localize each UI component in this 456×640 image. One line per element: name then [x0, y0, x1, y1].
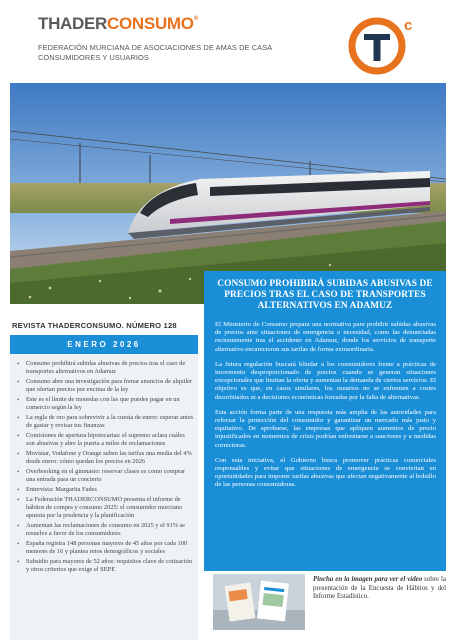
headline-item[interactable]: • Consumo abre una investigación para frenar anuncios de alquiler que ofertan precios por encima de la ley — [26, 378, 194, 395]
headline-item[interactable]: • La Federación THADERCONSUMO presenta el informe de hábitos de compra y consumo 2025: el consumidor murciano apuesta por la prudencia y la planificación — [26, 496, 194, 521]
thaderconsumo-logo — [345, 15, 425, 75]
issue-label: REVISTA THADERCONSUMO. NÚMERO 128 — [12, 321, 177, 330]
brand-part1: THADER — [38, 14, 108, 33]
headline-item[interactable]: • Consumo prohibirá subidas abusivas de precios tras el caso de transportes alternativos en Adamuz — [26, 360, 194, 377]
lead-article — [204, 271, 446, 571]
brand-part2: CONSUMO — [107, 14, 194, 33]
date-banner: ENERO 2026 — [10, 335, 198, 354]
logo-superscript: c — [404, 17, 413, 34]
headline-item[interactable]: • Entrevista: Margarita Fades — [26, 486, 194, 494]
registered-mark: ® — [193, 16, 198, 22]
headlines-list — [10, 354, 198, 640]
article-paragraph: La futura regulación buscará blindar a los consumidores frente a prácticas de incremento desproporcionado de precios cuando se generan situaciones excepcionales que limitan la oferta y aumentan la demanda de ciertos servicios. El objetivo es que, en casos similares, los usuarios no se enfrenten a costes desorbitados ni a decisiones económicas forzadas por la falta de alternativas. — [215, 360, 436, 401]
subtitle-line-1: FEDERACIÓN MURCIANA DE ASOCIACIONES DE AMAS DE CASA — [38, 43, 273, 52]
headline-item[interactable]: • Aumentan las reclamaciones de consumo en 2025 y el 91% se resuelve a favor de los consumidores — [26, 522, 194, 539]
headline-item[interactable]: • Comisiones de apertura hipotecarias: el supremo aclara cuáles son abusivas y abre la puerta a miles de reclamaciones — [26, 432, 194, 449]
article-paragraph: El Ministerio de Consumo prepara una normativa para prohibir subidas abusivas de precios ante situaciones de emergencia o necesidad, como las denunciadas recientemente tras el accidente en Adamuz, donde los servicios de transporte alternativo encarecieron sus tarifas de forma extraordinaria. — [215, 321, 436, 353]
headline-item[interactable]: • Este es el límite de monedas con las que puedes pagar en un comercio según la ley — [26, 396, 194, 413]
federation-subtitle — [38, 43, 288, 63]
video-caption — [313, 576, 446, 602]
caption-emphasis[interactable]: Pincha en la imagen para ver el vídeo — [313, 576, 423, 583]
caption-rest: sobre la presentación de la Encuesta de Hábitos y del Informe Estadístico. — [313, 576, 447, 601]
brand-wordmark — [38, 14, 198, 34]
headline-item[interactable]: • Movistar, Vodafone y Orange suben las tarifas una media del 4% desde enero: cómo quedan los precios en 2026 — [26, 450, 194, 467]
headline-item[interactable]: • La regla de oro para sobrevivir a la cuesta de enero: esperar antes de gastar y revisar tus finanzas — [26, 414, 194, 431]
headline-item[interactable]: • Subsidio para mayores de 52 años: requisitos clave de cotización y otros criterios que exige el SEPE — [26, 558, 194, 575]
article-body — [204, 312, 446, 490]
subtitle-line-2: CONSUMIDORES Y USUARIOS — [38, 53, 149, 62]
article-paragraph: Con esta iniciativa, el Gobierno busca promover prácticas comerciales responsables y evitar que situaciones de emergencia se conviertan en oportunidades para imponer tarifas abusivas que afectan negativamente al bolsillo de las personas consumidoras. — [215, 456, 436, 489]
article-title: CONSUMO PROHIBIRÁ SUBIDAS ABUSIVAS DE PRECIOS TRAS EL CASO DE TRANSPORTES ALTERNATIVOS EN ADAMUZ — [217, 279, 433, 311]
video-thumbnail[interactable] — [213, 574, 305, 630]
headline-item[interactable]: • España registra 148 personas mayores de 45 años por cada 100 menores de 16 y plantea retos demográficos y sociales — [26, 540, 194, 557]
headline-item[interactable]: • Overbooking en el gimnasio: reservar clases es como comprar una entrada para un concierto — [26, 468, 194, 485]
logo-t-stem — [374, 34, 381, 61]
article-paragraph: Esta acción forma parte de una respuesta más amplia de las autoridades para reforzar la protección del consumidor y garantizar un mercado más justo y equitativo. De aprobarse, las empresas que apliquen aumentos de precio injustificados en momentos de crisis podrían enfrentarse a sanciones y a medidas correctoras. — [215, 408, 436, 449]
